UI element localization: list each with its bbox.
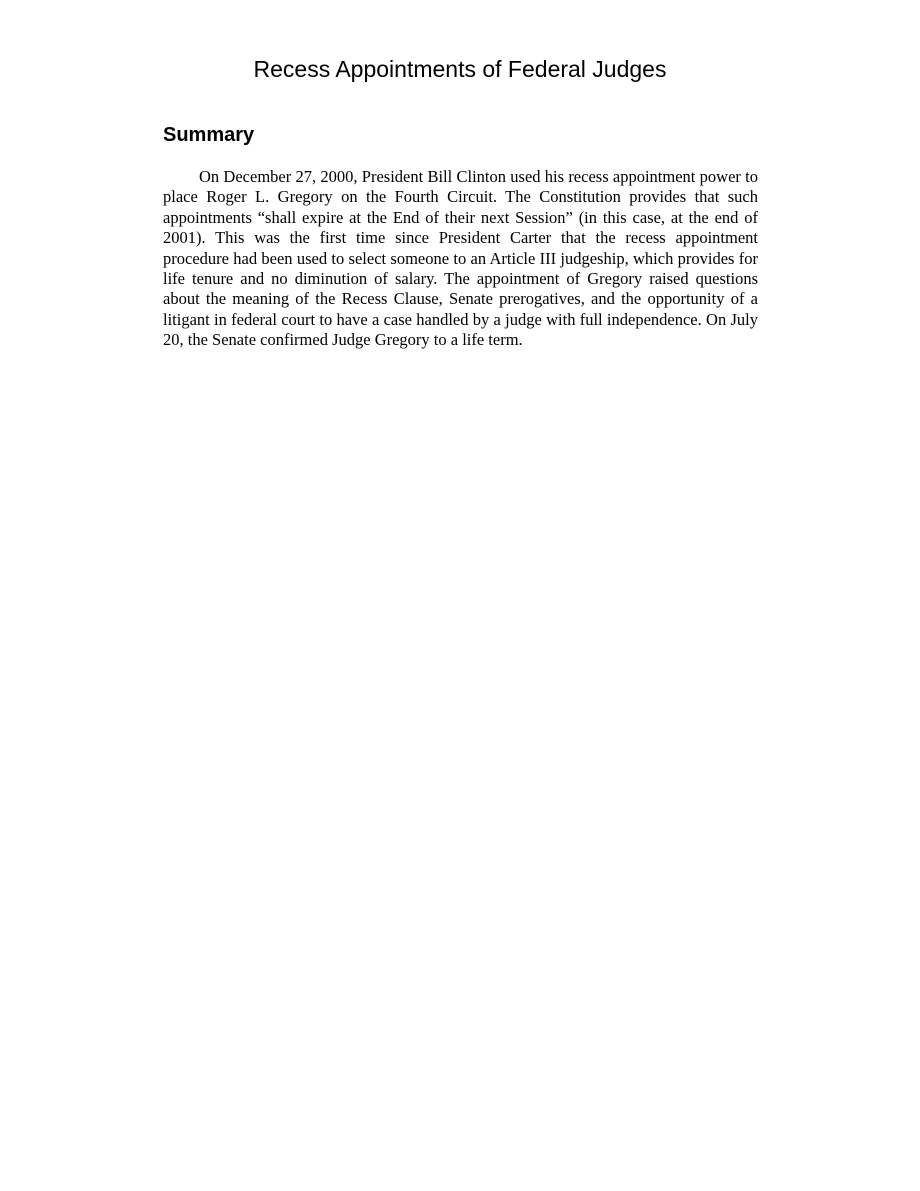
summary-paragraph: On December 27, 2000, President Bill Clinton used his recess appointment power to place Roger L. Gregory on the Fourth Circuit. The Constitution provides that such appointments “shall expire at the End of their next Session” (in this case, at the end of 2001). This was the first time since President Carter that the recess appointment procedure had been used to select someone to an Article III judgeship, which provides for life tenure and no diminution of salary. The appointment of Gregory raised questions about the meaning of the Recess Clause, Senate prerogatives, and the opportunity of a litigant in federal court to have a case handled by a judge with full independence. On July 20, the Senate confirmed Judge Gregory to a life term.	[163, 167, 758, 350]
page-title: Recess Appointments of Federal Judges	[253, 56, 667, 82]
summary-heading: Summary	[163, 124, 255, 146]
